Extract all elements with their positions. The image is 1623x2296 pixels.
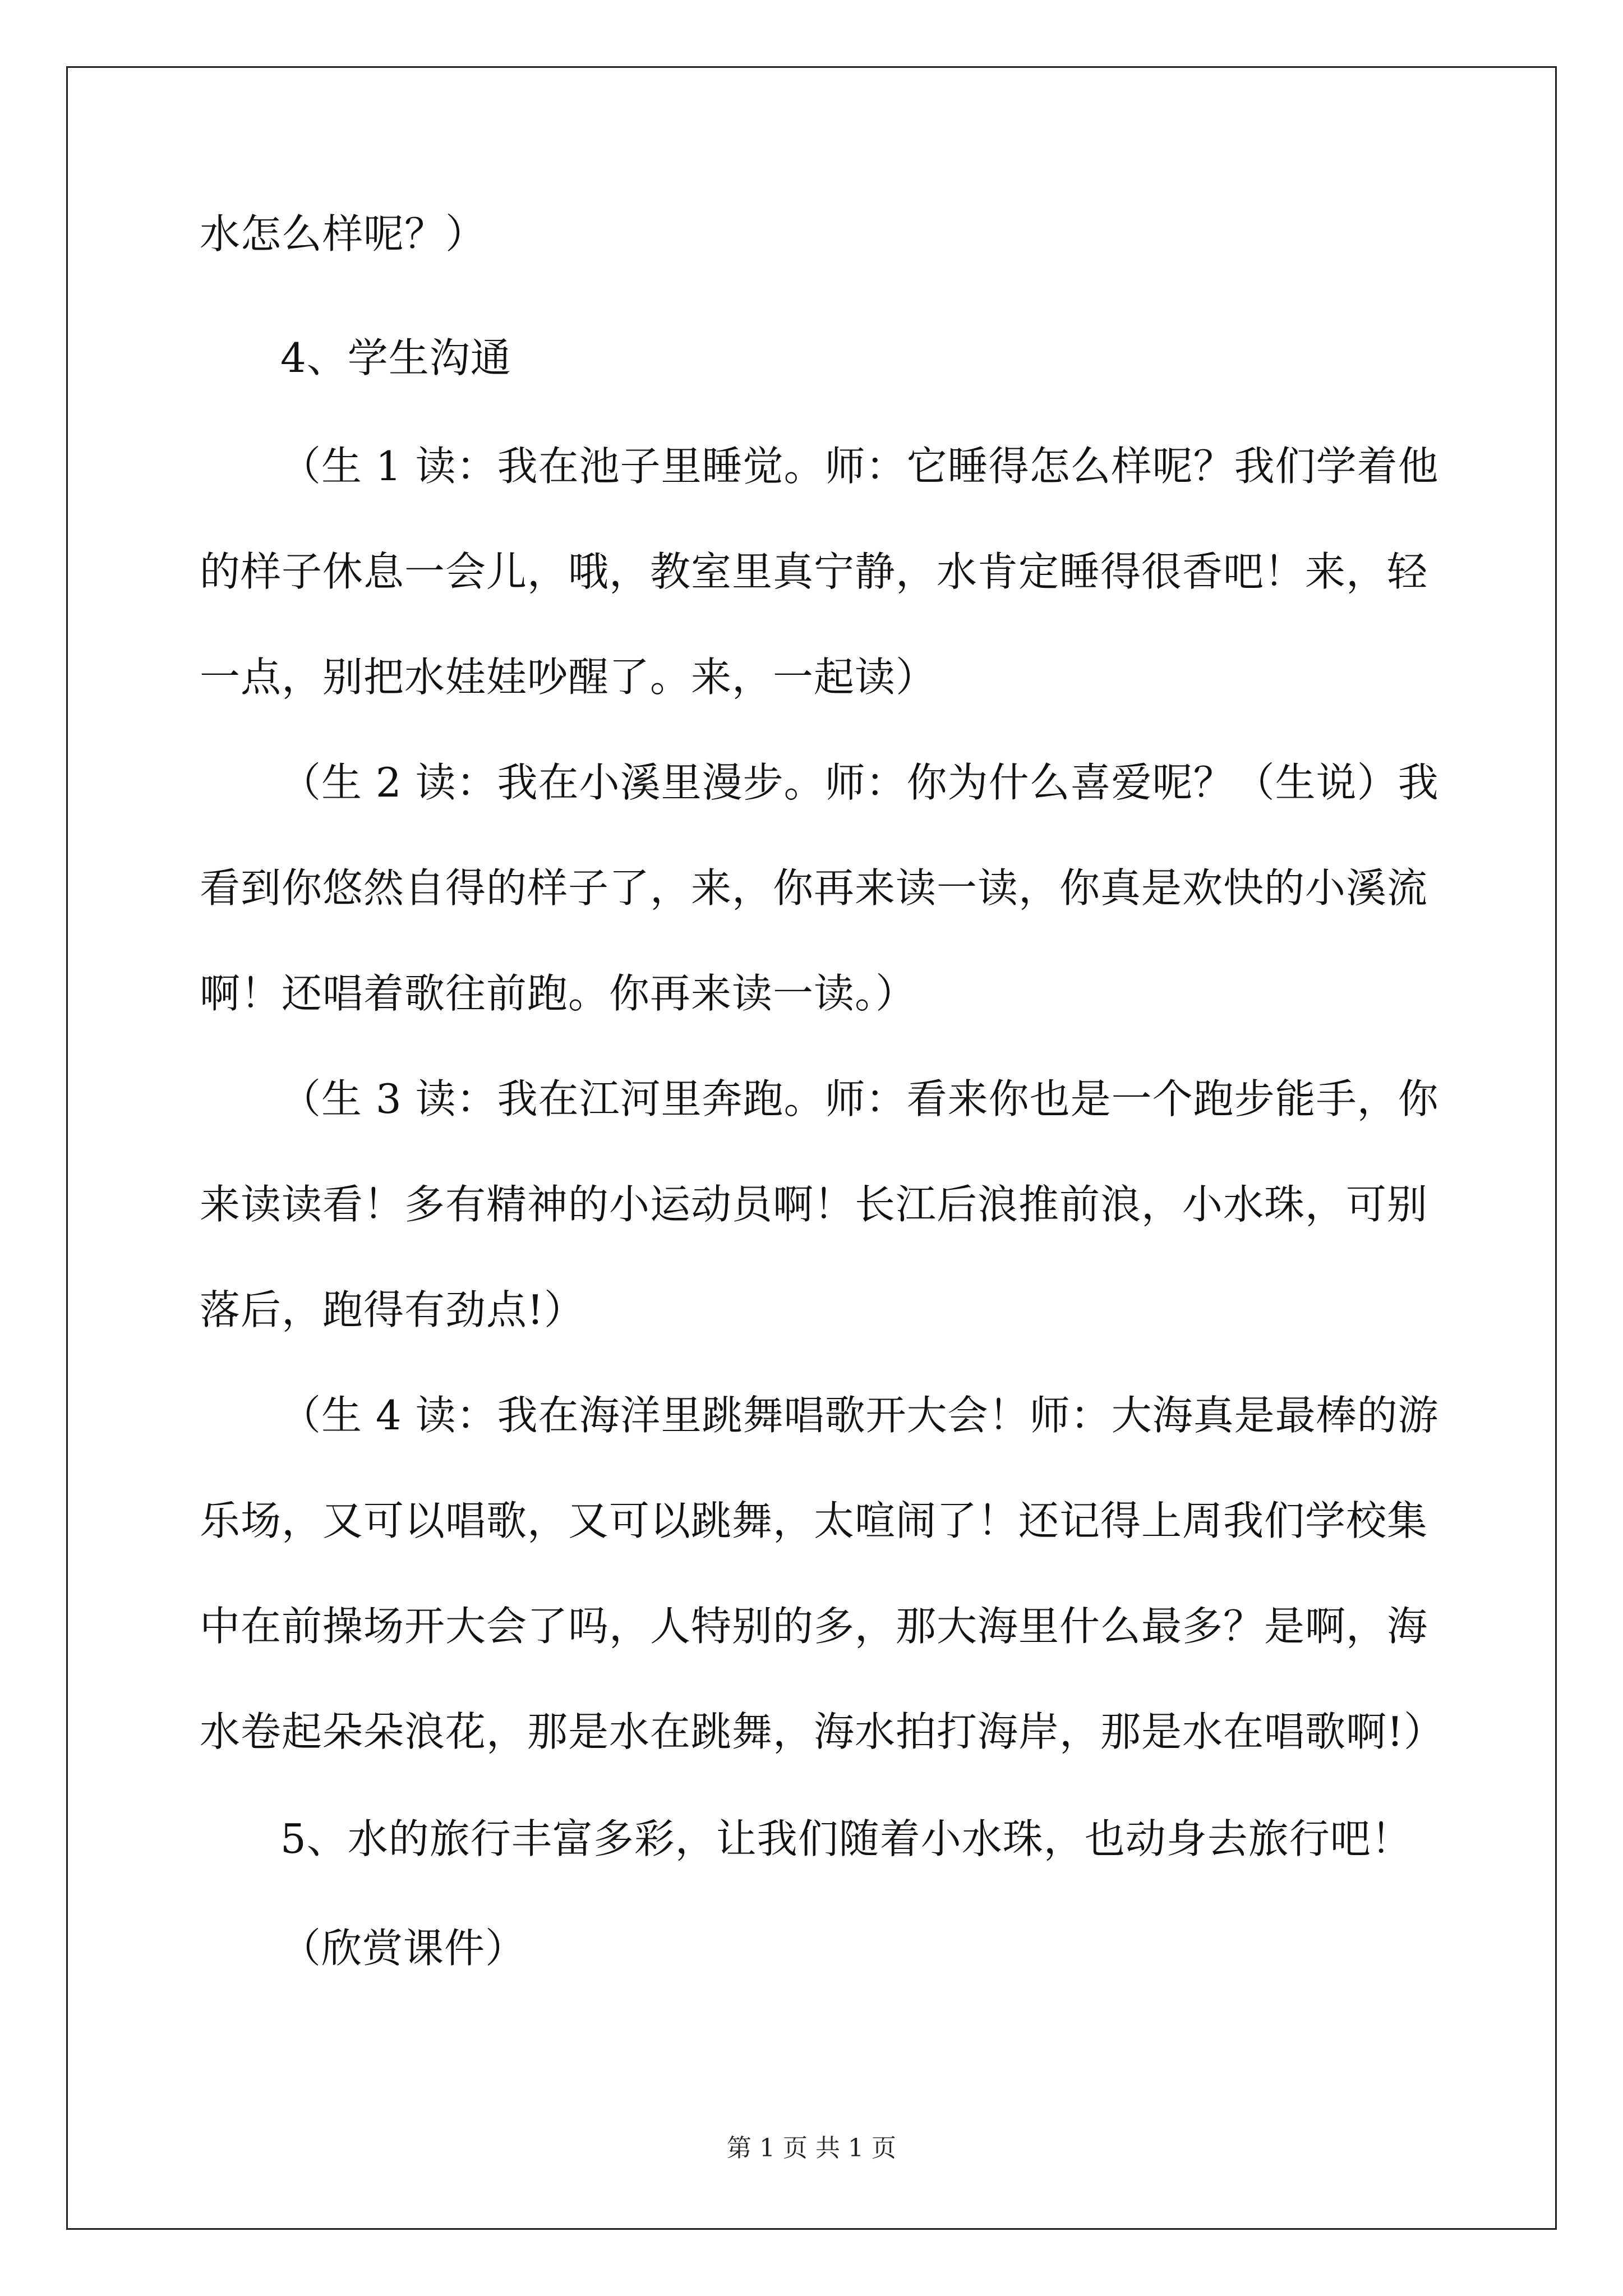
text-line: 中在前操场开大会了吗，人特别的多，那大海里什么最多？是啊，海: [200, 1603, 1428, 1650]
text-line: 的样子休息一会儿，哦，教室里真宁静，水肯定睡得很香吧！来，轻: [200, 548, 1428, 595]
text-line: 乐场，又可以唱歌，又可以跳舞，太喧闹了！还记得上周我们学校集: [200, 1497, 1428, 1544]
text-line: 看到你悠然自得的样子了，来，你再来读一读，你真是欢快的小溪流: [200, 864, 1428, 912]
text-line: 水怎么样呢？）: [200, 210, 487, 257]
text-line: （生 2 读：我在小溪里漫步。师：你为什么喜爱呢？（生说）我: [280, 759, 1439, 806]
text-line: （生 1 读：我在池子里睡觉。师：它睡得怎么样呢？我们学着他: [280, 443, 1439, 490]
text-line: 水卷起朵朵浪花，那是水在跳舞，海水拍打海岸，那是水在唱歌啊!）: [200, 1708, 1445, 1755]
text-line: 5、水的旅行丰富多彩，让我们随着小水珠，也动身去旅行吧！: [280, 1815, 1412, 1862]
text-line: （生 4 读：我在海洋里跳舞唱歌开大会！师：大海真是最棒的游: [280, 1392, 1439, 1439]
text-line: 4、学生沟通: [280, 334, 511, 381]
page-border: [66, 66, 1557, 2230]
text-line: 啊！还唱着歌往前跑。你再来读一读。）: [200, 970, 917, 1017]
text-line: 来读读看！多有精神的小运动员啊！长江后浪推前浪，小水珠，可别: [200, 1181, 1428, 1228]
text-line: （生 3 读：我在江河里奔跑。师：看来你也是一个跑步能手，你: [280, 1075, 1439, 1122]
text-line: （欣赏课件）: [280, 1925, 527, 1972]
text-line: 一点，别把水娃娃吵醒了。来，一起读）: [200, 654, 937, 701]
text-line: 落后，跑得有劲点!）: [200, 1286, 585, 1333]
page-number-footer: 第 1 页 共 1 页: [727, 2134, 896, 2162]
